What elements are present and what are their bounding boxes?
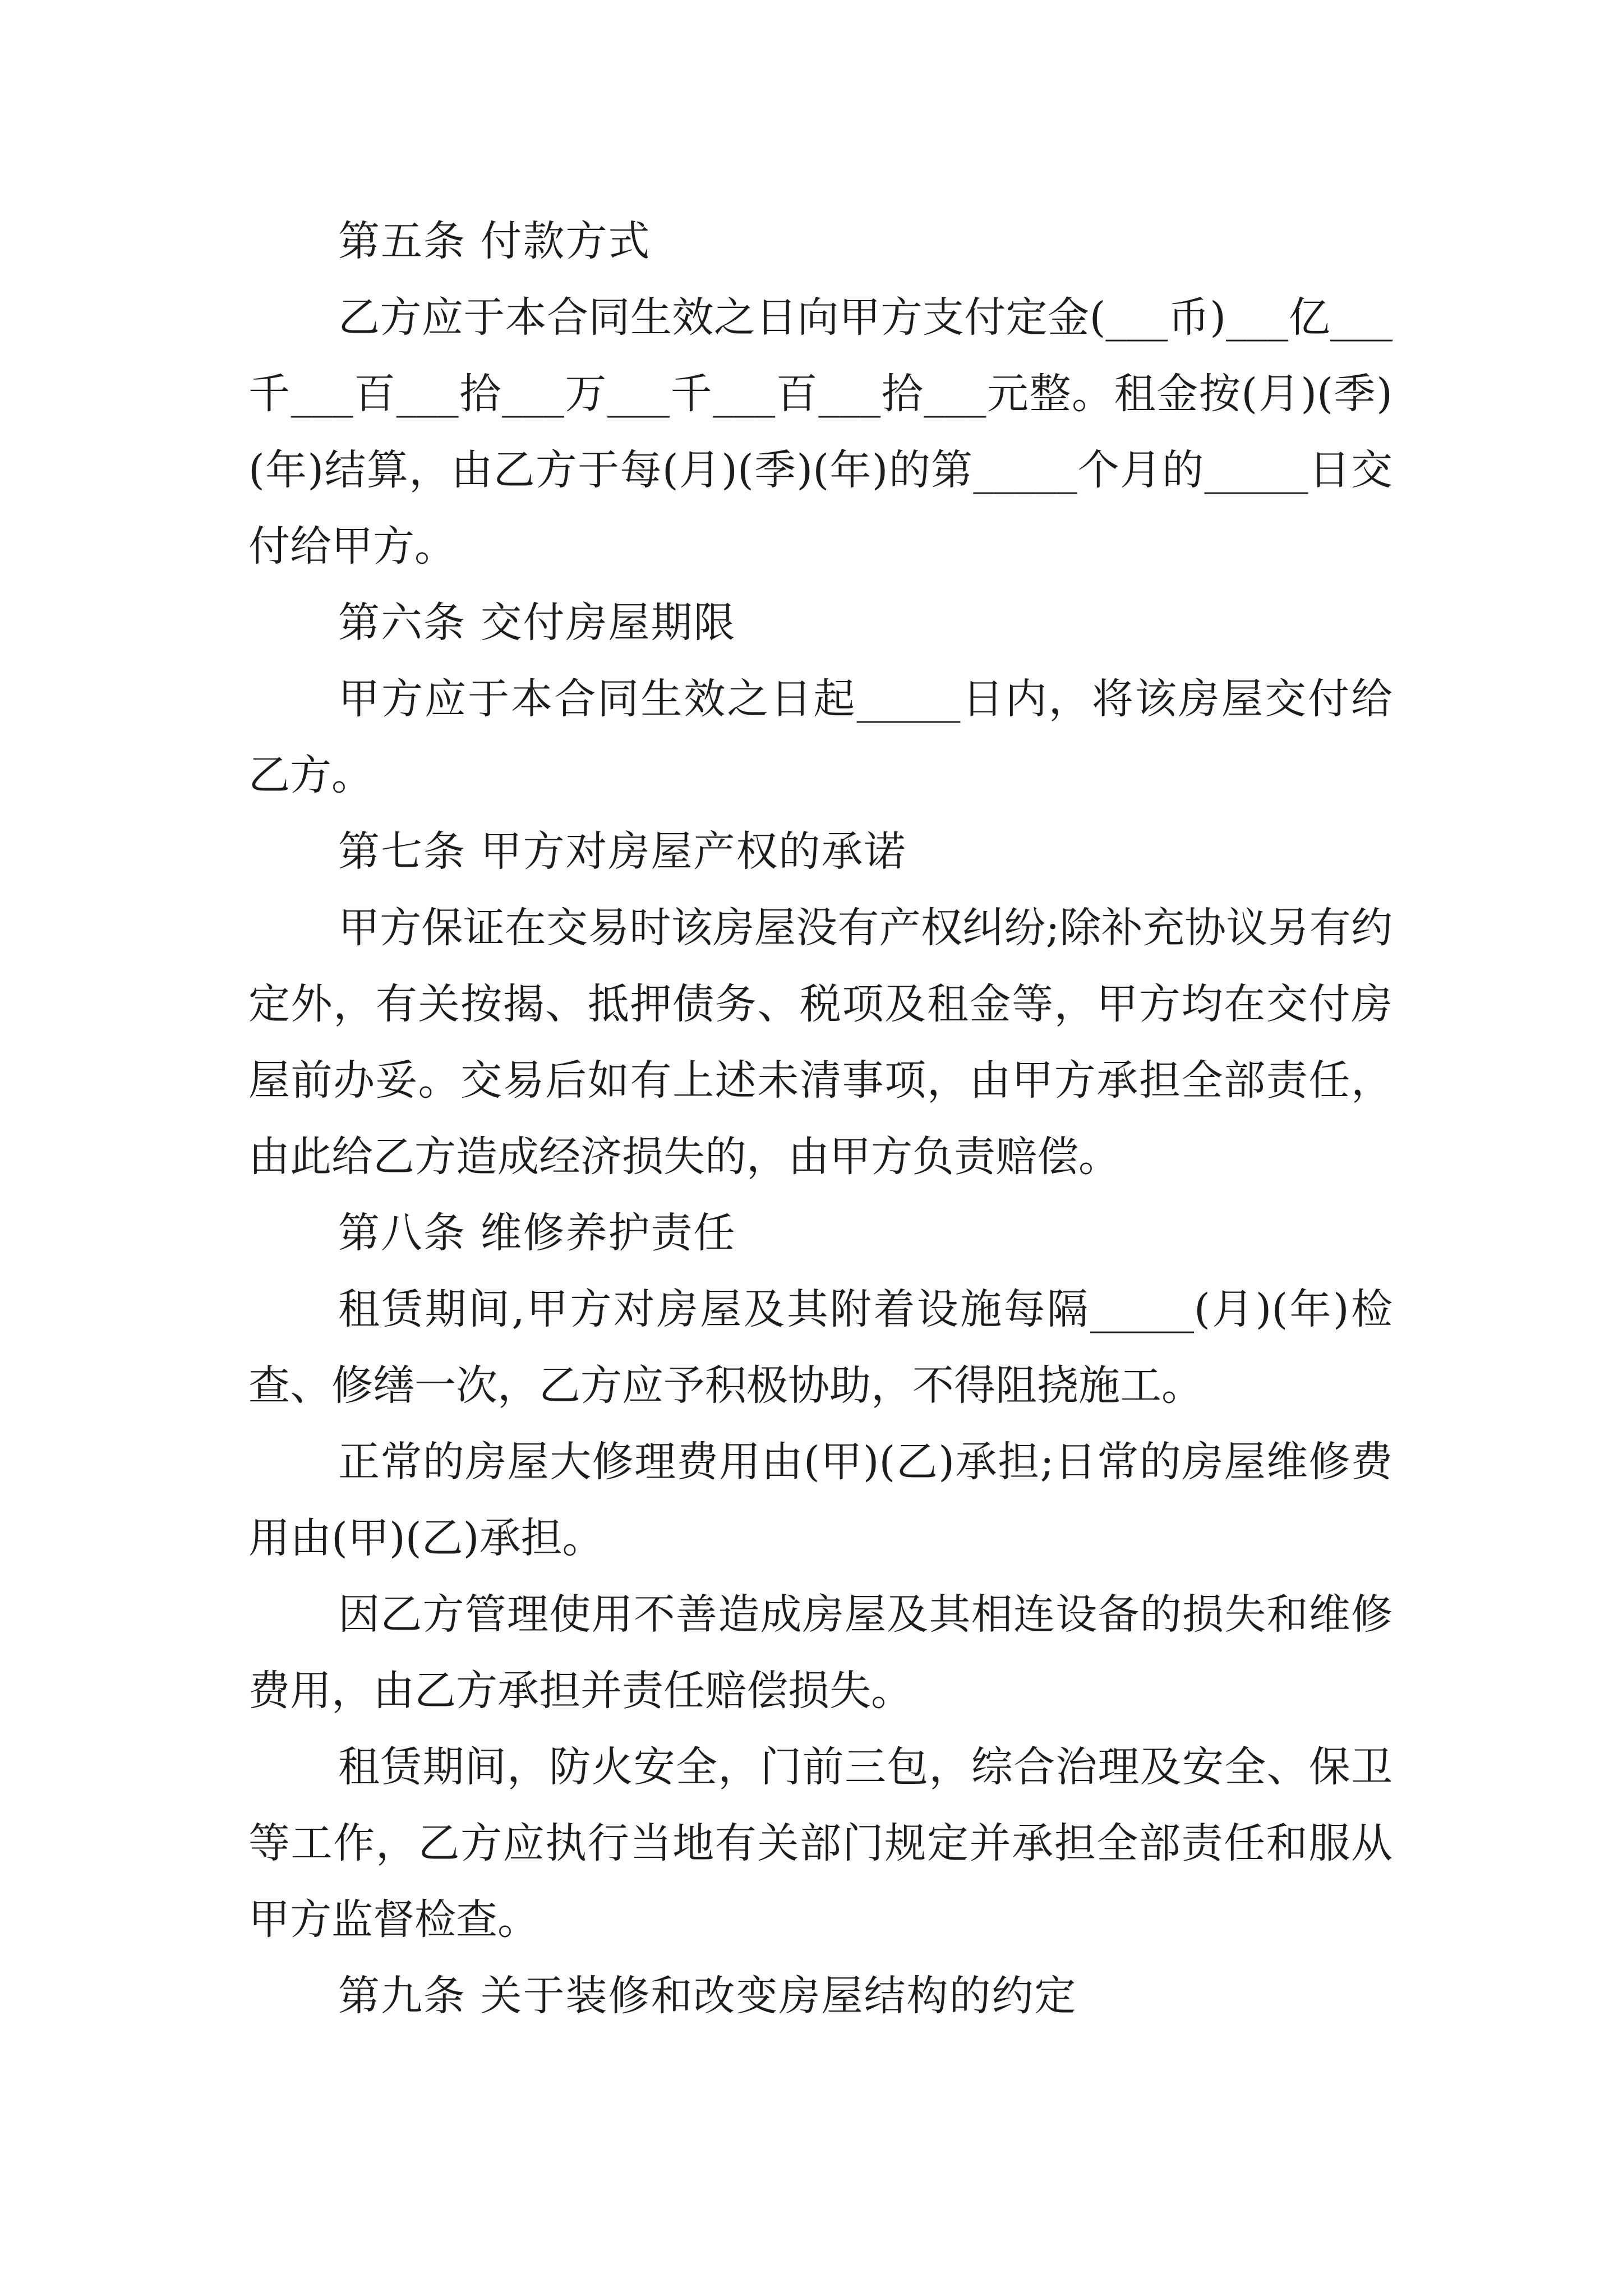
article-8-paragraph-2: 正常的房屋大修理费用由(甲)(乙)承担;日常的房屋维修费用由(甲)(乙)承担。 bbox=[248, 1438, 1393, 1562]
article-5-heading: 第五条 付款方式 bbox=[338, 217, 651, 265]
article-9-heading: 第九条 关于装修和改变房屋结构的约定 bbox=[338, 1972, 1077, 2020]
article-8-paragraph-3: 因乙方管理使用不善造成房屋及其相连设备的损失和维修费用，由乙方承担并责任赔偿损失。 bbox=[248, 1590, 1393, 1715]
article-7-paragraph: 甲方保证在交易时该房屋没有产权纠纷;除补充协议另有约定外，有关按揭、抵押债务、税项及租金等，甲方均在交付房屋前办妥。交易后如有上述未清事项，由甲方承担全部责任，由此给乙方造成经济损失的，由甲方负责赔偿。 bbox=[248, 904, 1393, 1181]
article-8-paragraph-4: 租赁期间，防火安全，门前三包，综合治理及安全、保卫等工作，乙方应执行当地有关部门规定并承担全部责任和服从甲方监督检查。 bbox=[248, 1743, 1393, 1944]
article-6-paragraph: 甲方应于本合同生效之日起_____日内，将该房屋交付给乙方。 bbox=[248, 675, 1393, 799]
article-8-heading: 第八条 维修养护责任 bbox=[338, 1209, 736, 1257]
article-5-paragraph: 乙方应于本合同生效之日向甲方支付定金(___币)___亿___千___百___拾___万___千___百___拾___元整。租金按(月)(季)(年)结算，由乙方于每(月)(季)(年)的第_____个月的_____日交付给甲方。 bbox=[248, 293, 1393, 570]
article-6-heading: 第六条 交付房屋期限 bbox=[338, 599, 736, 647]
article-7-heading: 第七条 甲方对房屋产权的承诺 bbox=[338, 827, 907, 876]
document-body bbox=[248, 203, 1393, 2034]
article-8-paragraph-1: 租赁期间,甲方对房屋及其附着设施每隔_____(月)(年)检查、修缮一次，乙方应予积极协助，不得阻挠施工。 bbox=[248, 1285, 1393, 1410]
